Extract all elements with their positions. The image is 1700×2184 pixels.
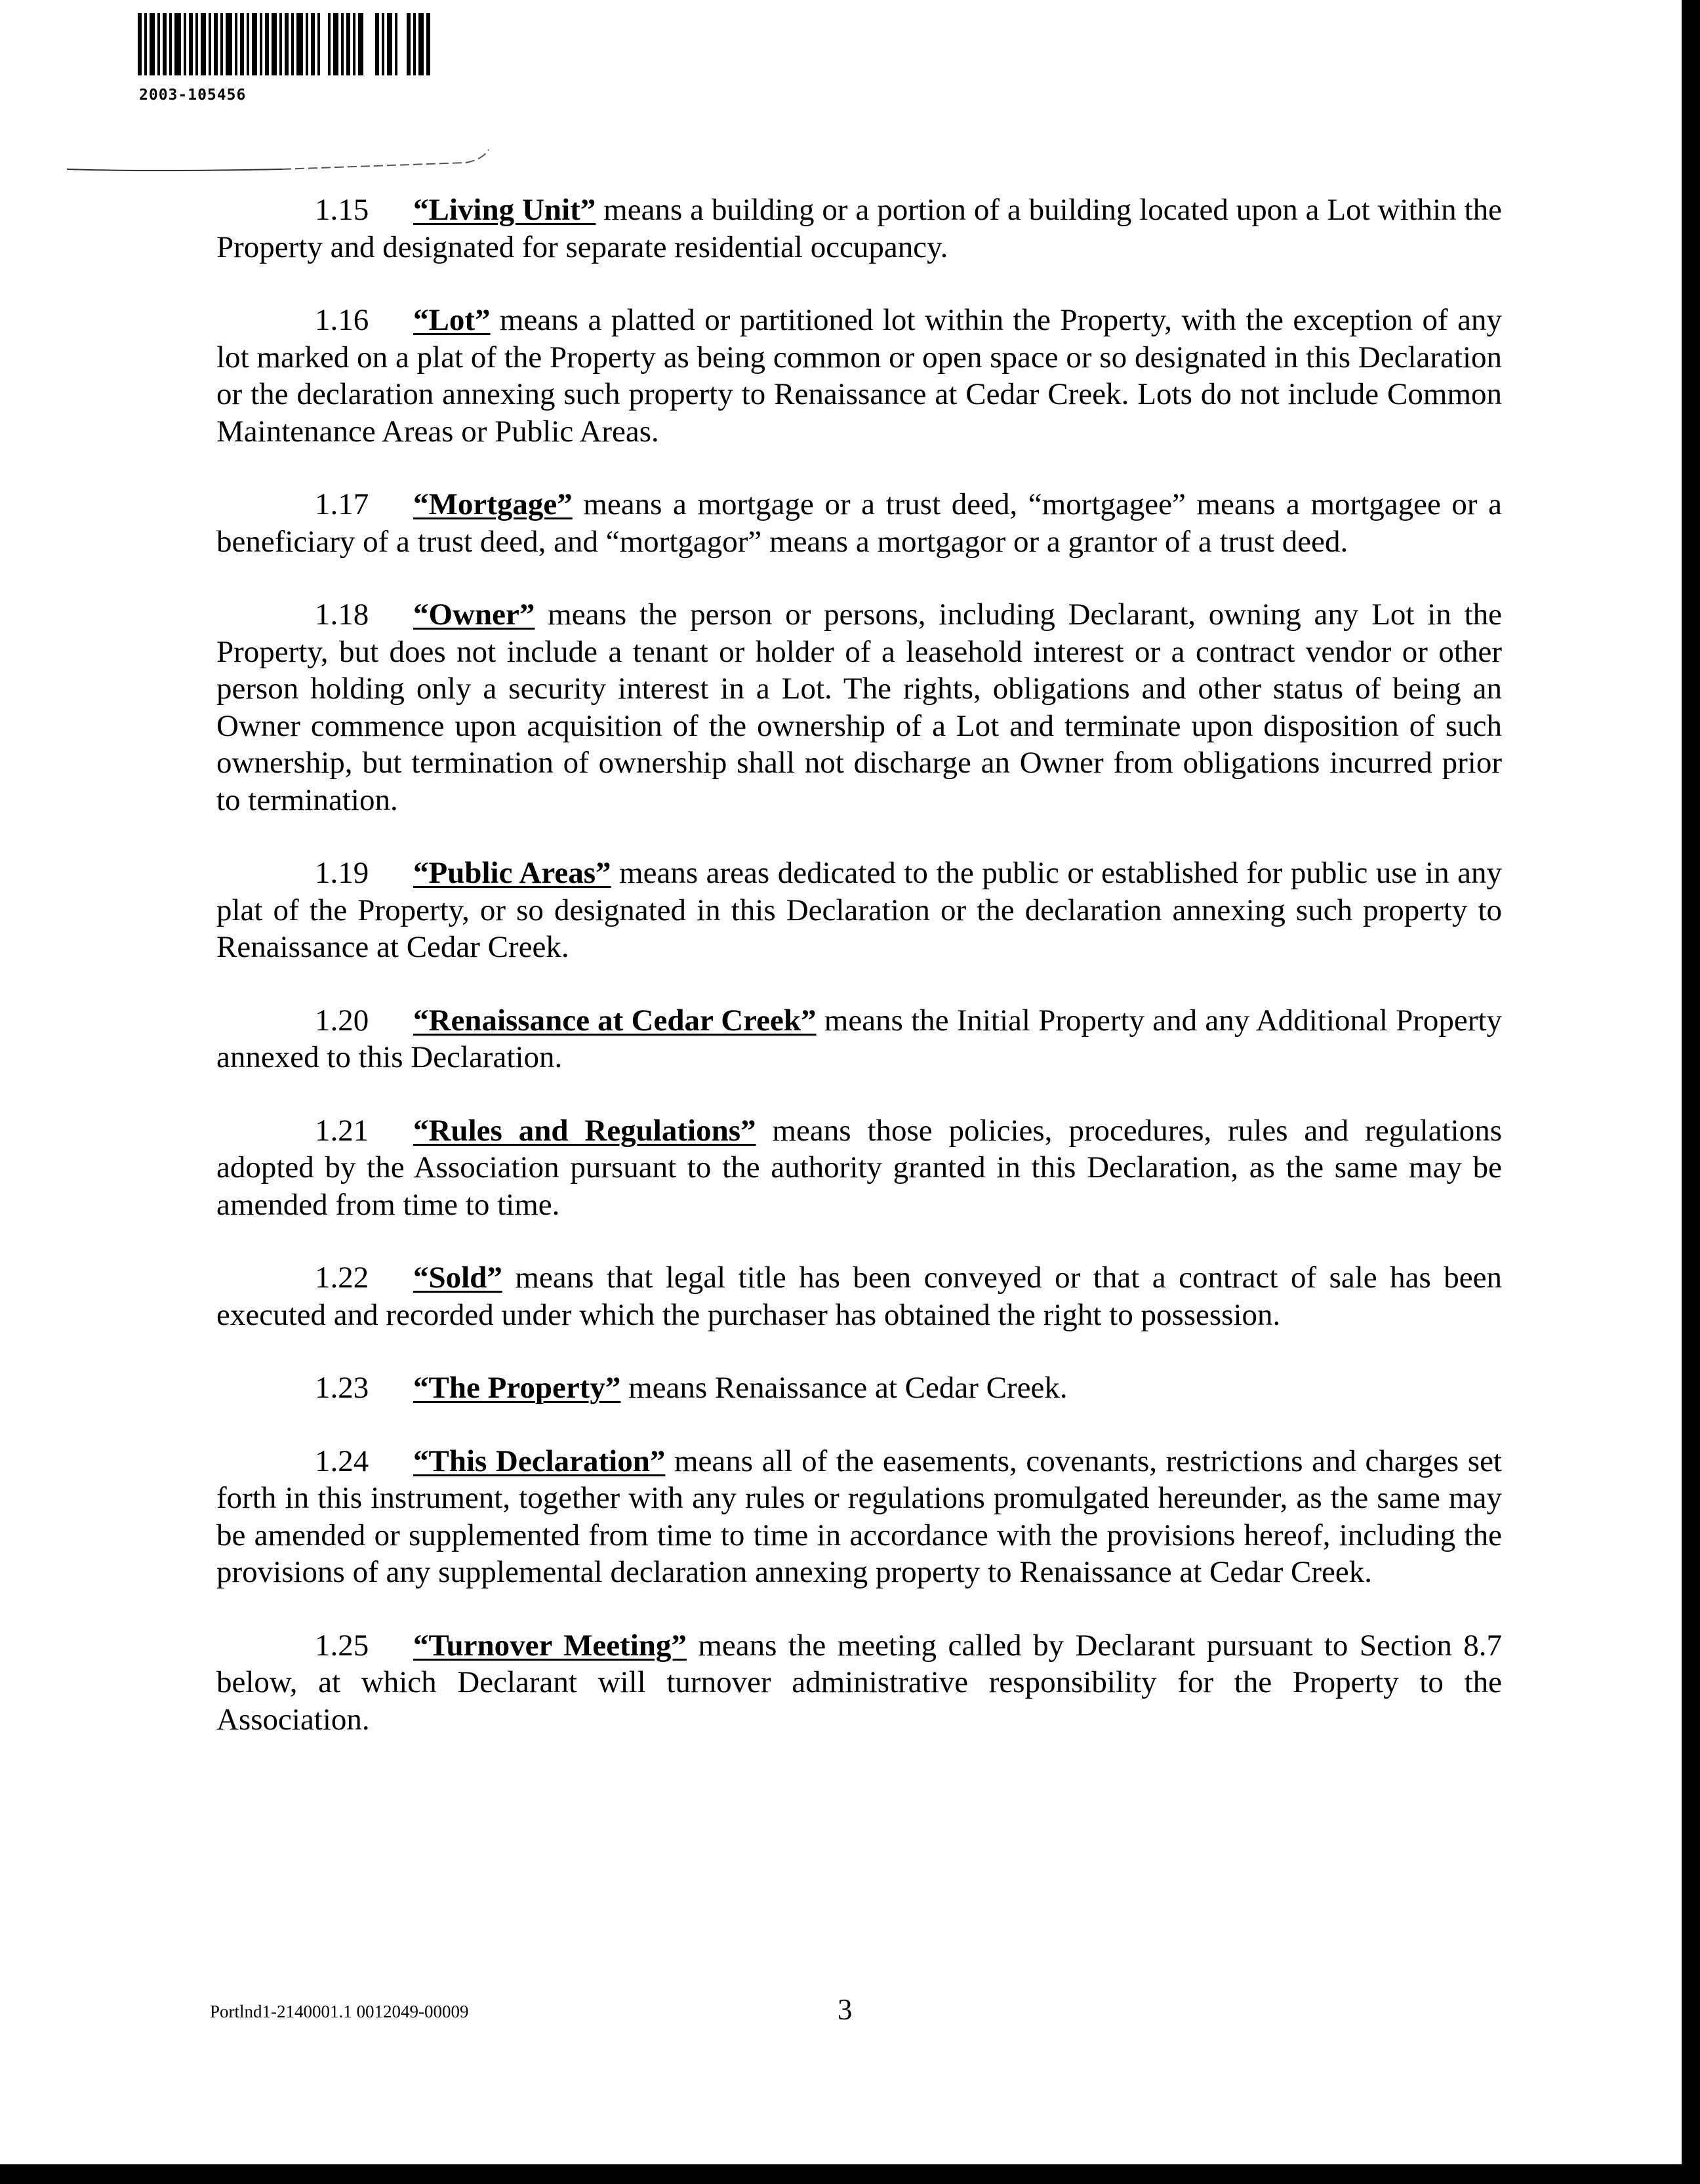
definition-text: means the Initial Property and any Additional Property annexed to this Declaration. [216, 1003, 1502, 1074]
section-number: 1.18 [315, 597, 369, 632]
section-number: 1.24 [315, 1444, 369, 1478]
definition-text: means that legal title has been conveyed or that a contract of sale has been executed and recorded under which the purchaser has obtained the right to possession. [216, 1261, 1502, 1332]
footer-document-id: Portlnd1-2140001.1 0012049-00009 [210, 2002, 469, 2021]
section-number: 1.21 [315, 1113, 369, 1148]
defined-term: “Sold” [413, 1261, 502, 1295]
definition-text: means a platted or partitioned lot within the Property, with the exception of any lot marked on a plat of the Property as being common or open space or so designated in this Declaration or the declaration annexing such property to Renaissance at Cedar Creek. Lots do not include Common Maintenance Areas or Public Areas. [216, 303, 1502, 449]
barcode-number: 2003-105456 [139, 87, 247, 104]
definition-text: means Renaissance at Cedar Creek. [620, 1371, 1068, 1405]
definition-paragraph [216, 1627, 1502, 1739]
section-number: 1.20 [315, 1003, 369, 1038]
defined-term: “Rules and Regulations” [413, 1113, 756, 1148]
definition-paragraph [216, 1002, 1502, 1076]
definition-paragraph [216, 1259, 1502, 1333]
definition-text: means areas dedicated to the public or established for public use in any plat of the Property, or so designated in this Declaration or the declaration annexing such property to Renaissance at Cedar Creek. [216, 856, 1503, 964]
definition-text: means those policies, procedures, rules and regulations adopted by the Association pursuant to the authority granted in this Declaration, as the same may be amended from time to time. [216, 1113, 1503, 1222]
definition-paragraph [216, 596, 1502, 819]
definition-text: means a mortgage or a trust deed, “mortgagee” means a mortgagee or a beneficiary of a trust deed, and “mortgagor” means a mortgagor or a grantor of a trust deed. [216, 487, 1502, 559]
definition-text: means all of the easements, covenants, restrictions and charges set forth in this instrument, together with any rules or regulations promulgated hereunder, as the same may be amended or supplemented from time to time in accordance with the provisions hereof, including the provisions of any supplemental declaration annexing property to Renaissance at Cedar Creek. [216, 1444, 1502, 1589]
defined-term: “The Property” [413, 1371, 621, 1405]
definition-text: means the person or persons, including Declarant, owning any Lot in the Property, but does not include a tenant or holder of a leasehold interest or a contract vendor or other person holding only a security interest in a Lot. The rights, obligations and other status of being an Owner commence upon acquisition of the ownership of a Lot and terminate upon disposition of such ownership, but termination of ownership shall not discharge an Owner from obligations incurred prior to termination. [216, 597, 1502, 817]
section-number: 1.22 [315, 1261, 369, 1295]
footer-page-number: 3 [838, 1993, 853, 2026]
section-number: 1.19 [315, 856, 369, 890]
definition-paragraph [216, 486, 1502, 560]
defined-term: “Mortgage” [413, 487, 573, 521]
definition-paragraph [216, 1443, 1502, 1591]
defined-term: “Turnover Meeting” [413, 1628, 687, 1663]
section-number: 1.15 [315, 193, 369, 227]
definition-paragraph [216, 302, 1502, 450]
section-number: 1.16 [315, 303, 369, 337]
definition-paragraph [216, 855, 1502, 966]
definitions-section [216, 192, 1502, 1774]
defined-term: “This Declaration” [413, 1444, 666, 1478]
defined-term: “Living Unit” [413, 193, 596, 227]
definition-paragraph [216, 192, 1502, 266]
barcode-image [138, 13, 433, 75]
section-number: 1.25 [315, 1628, 369, 1663]
definition-paragraph [216, 1369, 1502, 1407]
definition-text: means a building or a portion of a building located upon a Lot within the Property and designated for separate residential occupancy. [216, 193, 1502, 264]
section-number: 1.23 [315, 1371, 369, 1405]
section-number: 1.17 [315, 487, 369, 521]
defined-term: “Public Areas” [413, 856, 611, 890]
definition-paragraph [216, 1112, 1502, 1224]
defined-term: “Lot” [413, 303, 491, 337]
defined-term: “Owner” [413, 597, 535, 632]
definition-text: means the meeting called by Declarant pursuant to Section 8.7 below, at which Declarant will turnover administrative responsibility for the Property to the Association. [216, 1628, 1502, 1737]
header-divider-line [66, 143, 492, 176]
defined-term: “Renaissance at Cedar Creek” [413, 1003, 817, 1038]
